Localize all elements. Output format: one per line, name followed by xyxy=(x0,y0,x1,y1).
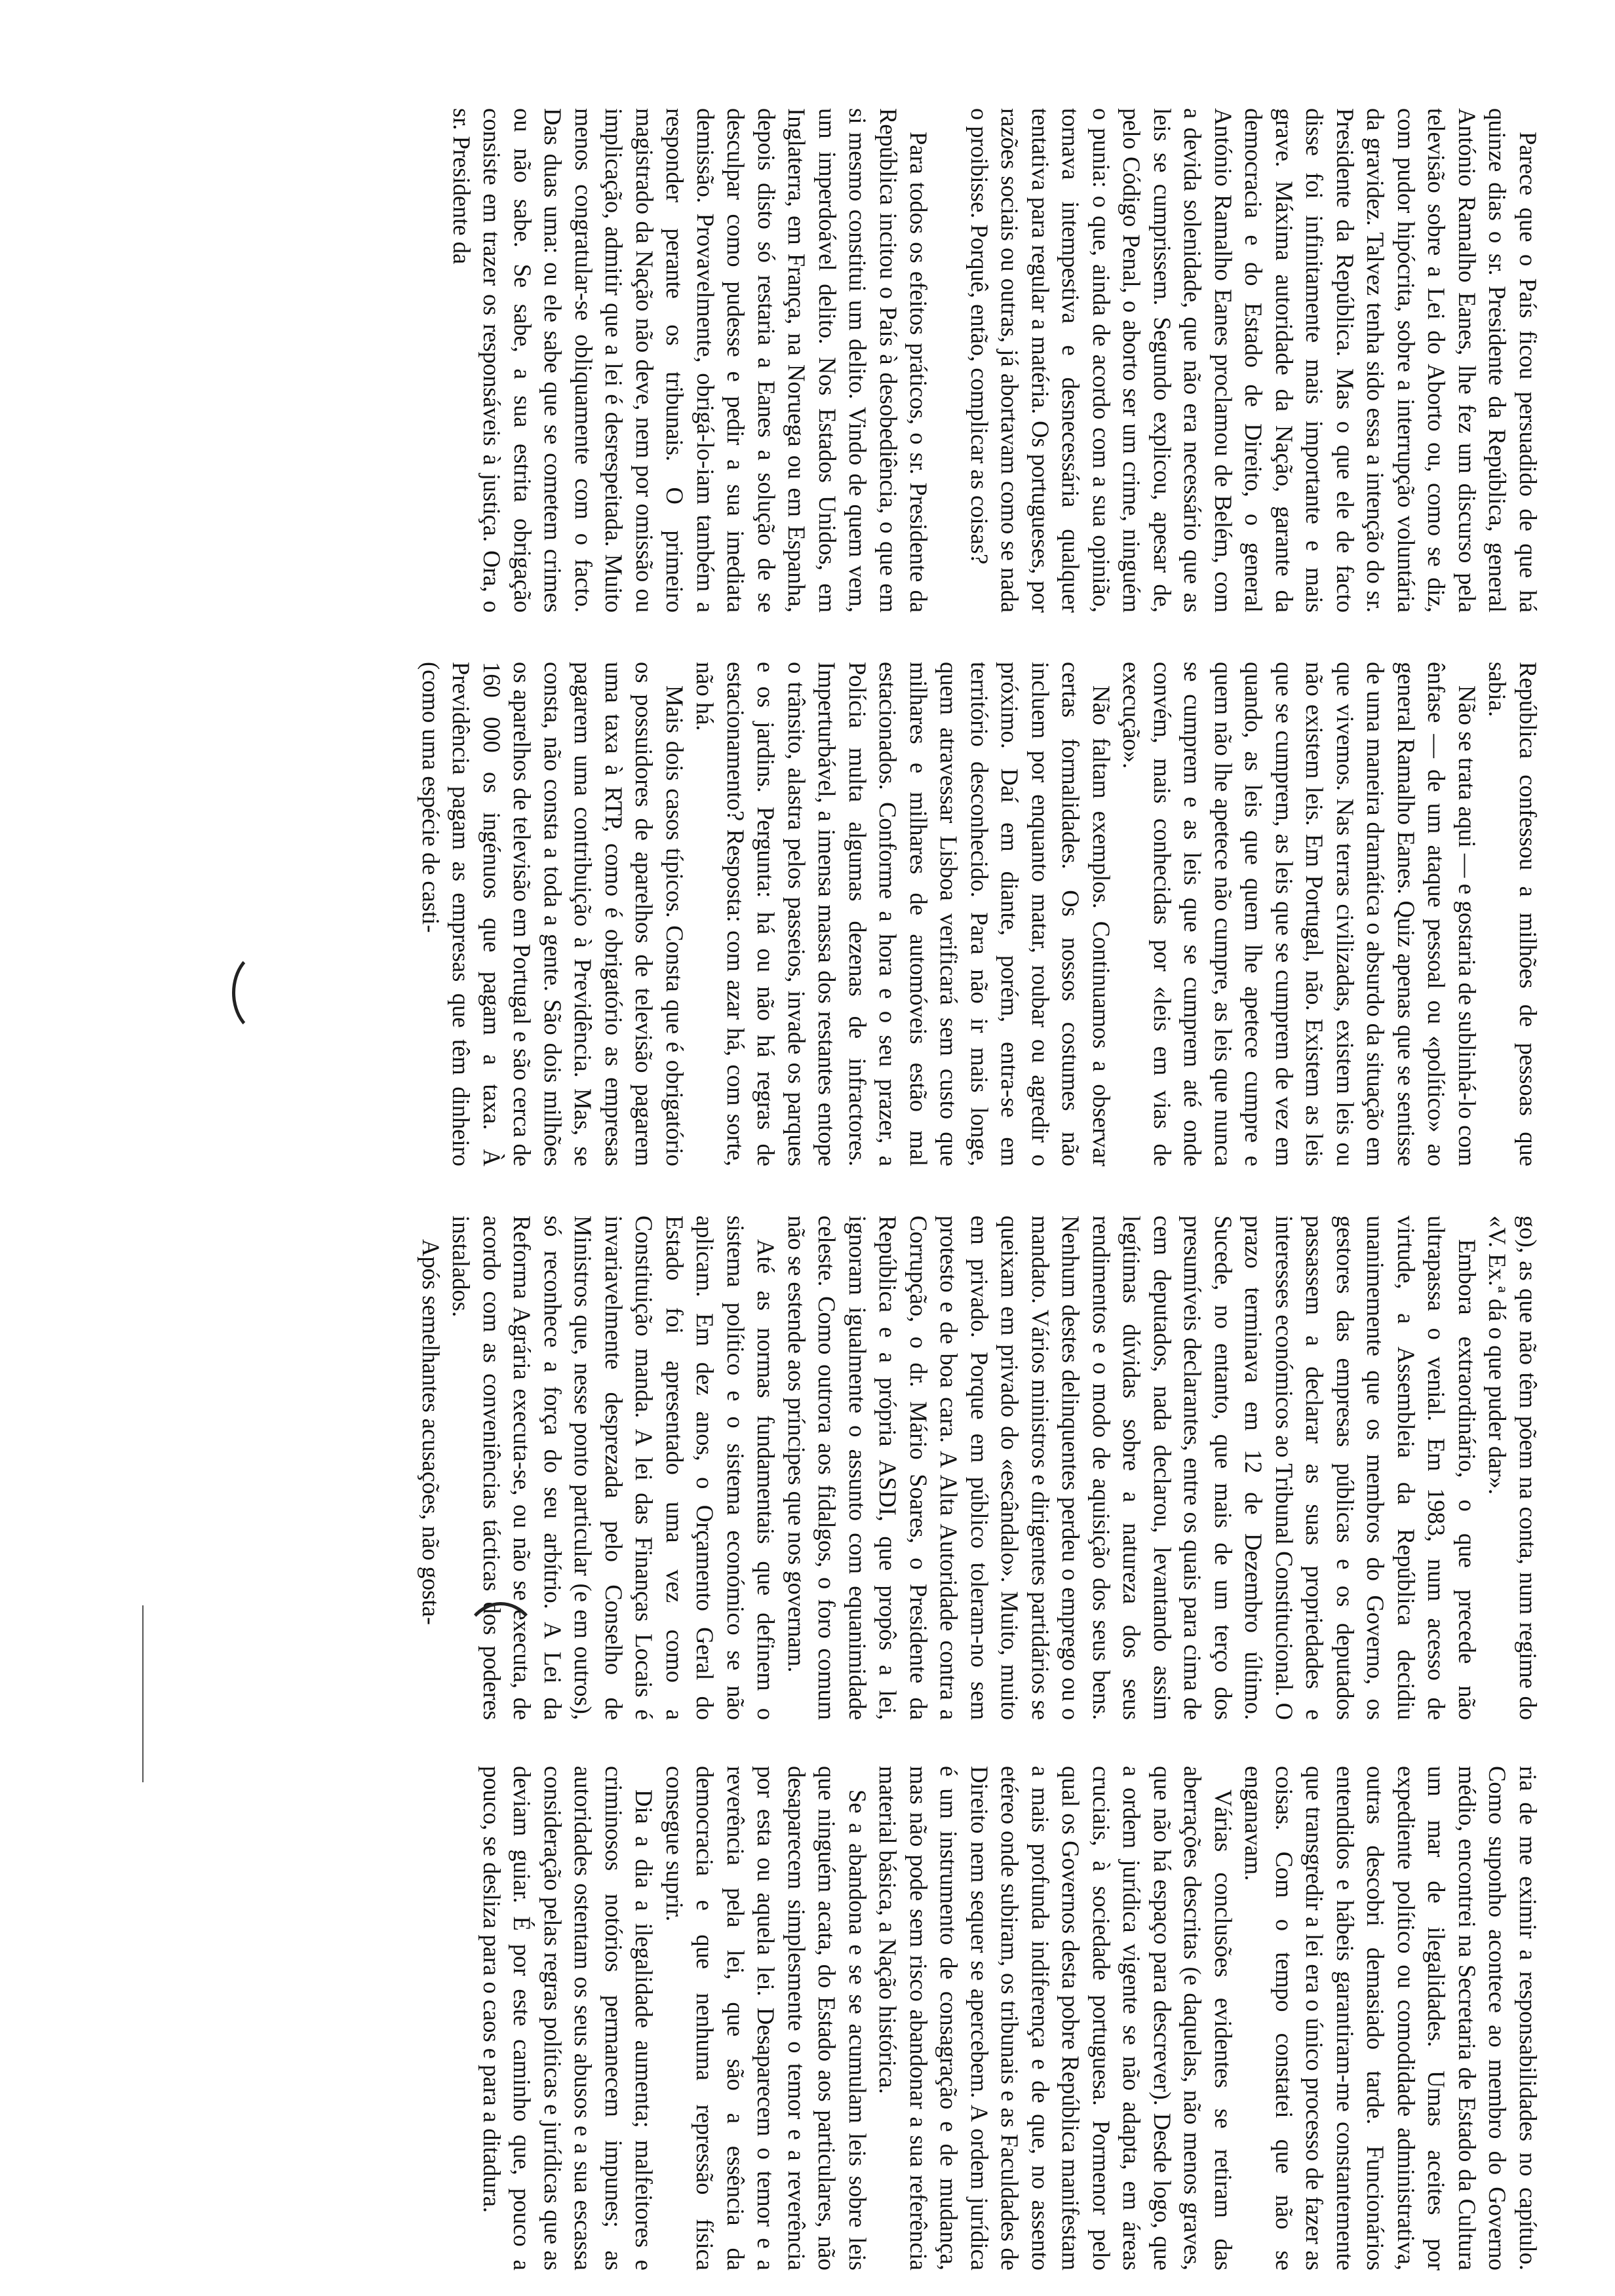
column-2-paragraph-4: Mais dois casos típicos. Consta que é obrigatório os possuidores de aparelhos de televisão pagarem uma taxa à RTP, como é obrigatório as empresas pagarem uma contribuição à Previdência. Mas, se consta, não consta a toda a gente. São dois milhões os aparelhos de televisão em Portugal e são cerca de 160 000 os ingénuos que pagam a taxa. À Previdência pagam as empresas que têm dinheiro (como uma espécie de casti- xyxy=(418,662,688,1166)
column-2-paragraph-3: Não faltam exemplos. Continuamos a observar certas formalidades. Os nossos costumes não incluem por enquanto matar, roubar ou agredir o próximo. Daí em diante, porém, entra-se em território desconhecido. Para não ir mais longe, quem atravessar Lisboa verificará sem custo que milhares e milhares de automóveis estão mal estacionados. Conforme a hora e o seu prazer, a Polícia multa algumas dezenas de infractores. Imperturbável, a imensa massa dos restantes entope o trânsito, alastra pelos passeios, invade os parques e os jardins. Pergunta: há ou não há regras de estacionamento? Resposta: com azar há, com sorte, não há. xyxy=(691,662,1115,1166)
column-1-paragraph-1: Parece que o País ficou persuadido de que há quinze dias o sr. Presidente da República, general António Ramalho Eanes, lhe fez um discurso pela televisão sobre a Lei do Aborto ou, como se diz, com pudor hipócrita, sobre a interrupção voluntária da gravidez. Talvez tenha sido essa a intenção do sr. Presidente da República. Mas o que ele de facto disse foi infinitamente mais importante e mais grave. Máxima autoridade da Nação, garante da democracia e do Estado de Direito, o general António Ramalho Eanes proclamou de Belém, com a devida solenidade, que não era necessário que as leis se cumprissem. Segundo explicou, apesar de, pelo Código Penal, o aborto ser um crime, ninguém o punia: o que, ainda de acordo com a sua opinião, tornava intempestiva e desnecessária qualquer tentativa para regular a matéria. Os portugueses, por razões sociais ou outras, já abortavam como se nada o proibisse. Porquê, então, complicar as coisas? xyxy=(966,108,1542,613)
column-1 xyxy=(114,108,1543,613)
column-2 xyxy=(114,662,1543,1166)
column-4-paragraph-4: Dia a dia a ilegalidade aumenta; malfeitores e criminosos notórios permanecem impunes; as autoridades ostentam os seus abusos e a sua escassa consideração pelas regras políticas e jurídicas que as deviam guiar. É por este caminho que, pouco a pouco, se desliza para o caos e para a ditadura. xyxy=(478,1766,658,2270)
scan-artifact-line xyxy=(142,1605,144,1782)
column-3 xyxy=(114,1215,1543,1720)
column-4-paragraph-1: ria de me eximir a responsabilidades no capítulo. Como suponho acontece ao membro do Governo médio, encontrei na Secretaria de Estado da Cultura um mar de ilegalidades. Umas aceites por expediente político ou comodidade administrativa, outras descobri demasiado tarde. Funcionários entendidos e hábeis garantiram-me constantemente que transgredir a lei era o único processo de fazer as coisas. Com o tempo constatei que não se enganavam. xyxy=(1240,1766,1542,2270)
column-2-paragraph-1: República confessou a milhões de pessoas que sabia. xyxy=(1484,662,1542,1166)
scan-artifact-curve xyxy=(461,1602,540,1694)
column-3-paragraph-4: Após semelhantes acusações, não gosta- xyxy=(418,1239,444,1625)
column-3-paragraph-1: go), as que não têm põem na conta, num regime do «V. Ex.ª dá o que puder dar». xyxy=(1484,1215,1542,1720)
column-1-paragraph-2: Para todos os efeitos práticos, o sr. Presidente da República incitou o País à desobediência, o que em si mesmo constitui um delito. Vindo de quem vem, um imperdoável delito. Nos Estados Unidos, em Inglaterra, em França, na Noruega ou em Espanha, depois disto só restaria a Eanes a solução de se desculpar como pudesse e pedir a sua imediata demissão. Provavelmente, obrigá-lo-iam também a responder perante os tribunais. O primeiro magistrado da Nação não deve, nem por omissão ou implicação, admitir que a lei é desrespeitada. Muito menos congratular-se obliquamente com o facto. Das duas uma: ou ele sabe que se cometem crimes ou não sabe. Se sabe, a sua estrita obrigação consiste em trazer os responsáveis à justiça. Ora, o sr. Presidente da xyxy=(448,108,933,613)
column-2-paragraph-2: Não se trata aqui — e gostaria de sublinhá-lo com ênfase — de um ataque pessoal ou «político» ao general Ramalho Eanes. Quiz apenas que se sentisse de uma maneira dramática o absurdo da situação em que vivemos. Nas terras civilizadas, existem leis ou não existem leis. Em Portugal, não. Existem as leis que se cumprem, as leis que se cumprem de vez em quando, as leis que quem lhe apetece cumpre e quem não lhe apetece não cumpre, as leis que nunca se cumprem e as leis que se cumprem até onde convém, mais conhecidas por «leis em vias de execução». xyxy=(1118,662,1481,1166)
column-4-paragraph-2: Várias conclusões evidentes se retiram das aberrações descritas (e daquelas, não menos graves, que não há espaço para descrever). Desde logo, que a ordem jurídica vigente se não adapta, em áreas cruciais, à sociedade portuguesa. Pormenor pelo qual os Governos desta pobre República manifestam a mais profunda indiferença e de que, no assento etéreo onde subiram, os tribunais e as Faculdades de Direito nem sequer se apercebem. A ordem jurídica é um instrumento de consagração e de mudança, mas não pode sem risco abandonar a sua referência material básica, a Nação histórica. xyxy=(874,1766,1237,2270)
column-3-paragraph-2: Embora extraordinário, o que precede não ultrapassa o venial. Em 1983, num acesso de virtude, a Assembleia da República decidiu unanimemente que os membros do Governo, os gestores das empresas públicas e os deputados passassem a declarar as suas propriedades e interesses económicos ao Tribunal Constitucional. O prazo terminava em 12 de Dezembro último. Sucede, no entanto, que mais de um terço dos presumíveis declarantes, entre os quais para cima de cem deputados, nada declarou, levantando assim legítimas dúvidas sobre a natureza dos seus rendimentos e o modo de aquisição dos seus bens. Nenhum destes delinquentes perdeu o emprego ou o mandato. Vários ministros e dirigentes partidários se queixam em privado do «escândalo». Muito, muito em privado. Porque em público toleram-no sem protesto e de boa cara. A Alta Autoridade contra a Corrupção, o dr. Mário Soares, o Presidente da República e a própria ASDI, que propôs a lei, ignoram igualmente o assunto com equanimidade celeste. Como outrora aos fidalgos, o foro comum não se estende aos príncipes que nos governam. xyxy=(783,1215,1481,1720)
scan-artifact-curve xyxy=(232,950,298,1035)
column-4-paragraph-3: Se a abandona e se se acumulam leis sobre leis que ninguém acata, do Estado aos particulares, não desaparecem simplesmente o temor e a reverência por esta ou aquela lei. Desaparecem o temor e a reverência pela lei, que são a essência da democracia e que nenhuma repressão física consegue suprir. xyxy=(661,1766,871,2270)
column-3-paragraph-3: Até as normas fundamentais que definem o sistema político e o sistema económico se não aplicam. Em dez anos, o Orçamento Geral do Estado foi apresentado uma vez como a Constituição manda. A lei das Finanças Locais é invariavelmente desprezada pelo Conselho de Ministros que, nesse ponto particular (e em outros), só reconhece a força do seu arbítrio. A Lei da Reforma Agrária executa-se, ou não se executa, de acordo com as conveniências tácticas dos poderes instalados. xyxy=(448,1215,780,1720)
column-4 xyxy=(114,1766,1543,2270)
